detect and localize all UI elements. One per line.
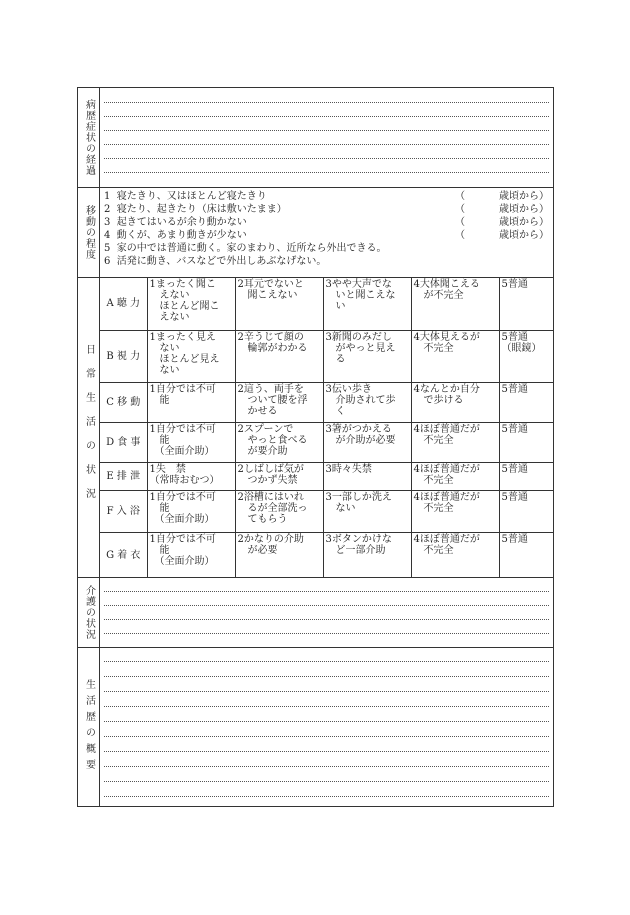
- mobility-options: [100, 188, 553, 277]
- table-row: [100, 490, 553, 532]
- history-section: [78, 88, 553, 188]
- category-cell: B 視 力: [100, 330, 147, 382]
- category-cell: D 食 事: [100, 422, 147, 462]
- level-cell[interactable]: 1失 禁 （常時おむつ）: [147, 462, 235, 490]
- mobility-item[interactable]: [104, 242, 549, 255]
- assessment-form: [77, 87, 554, 807]
- level-cell[interactable]: 3伝い歩き 介助されて歩 く: [323, 382, 411, 422]
- mobility-item-number: 4: [104, 230, 111, 241]
- writing-line: [104, 736, 549, 737]
- mobility-item-text: 活発に動き、バスなどで外出しあぶなげない。: [116, 256, 327, 267]
- level-cell[interactable]: 4ほぼ普通だが 不完全: [411, 490, 499, 532]
- level-cell[interactable]: 5普通: [499, 422, 553, 462]
- level-cell[interactable]: 5普通: [499, 532, 553, 578]
- writing-line: [104, 781, 549, 782]
- life-history-lines[interactable]: [100, 648, 553, 806]
- category-cell: G 着 衣: [100, 532, 147, 578]
- level-cell[interactable]: 2スプーンで やっと食べる が要介助: [235, 422, 323, 462]
- writing-line: [104, 796, 549, 797]
- table-row: [100, 462, 553, 490]
- level-cell[interactable]: 4なんとか自分 で歩ける: [411, 382, 499, 422]
- level-cell[interactable]: 3箸がつかえる が介助が必要: [323, 422, 411, 462]
- mobility-item-number: 5: [104, 243, 111, 254]
- daily-life-label: [78, 278, 100, 577]
- level-cell[interactable]: 1自分では不可 能 （全面介助）: [147, 532, 235, 578]
- writing-line: [104, 172, 549, 173]
- writing-line: [104, 676, 549, 677]
- mobility-label: [78, 188, 100, 277]
- writing-line: [104, 751, 549, 752]
- level-cell[interactable]: 5普通 （眼鏡）: [499, 330, 553, 382]
- age-since: 歳頃から）: [499, 204, 549, 215]
- mobility-item-text: 寝たり、起きたり（床は敷いたまま）: [116, 204, 287, 215]
- writing-line: [104, 721, 549, 722]
- mobility-item-text: 起きてはいるが余り動かない: [116, 217, 247, 228]
- mobility-label-text: 移動の程度: [83, 205, 95, 260]
- age-paren: （: [455, 191, 465, 202]
- writing-line: [104, 605, 549, 606]
- level-cell[interactable]: 2這う、両手を ついて腰を浮 かせる: [235, 382, 323, 422]
- table-row: [100, 278, 553, 330]
- category-cell: A 聴 力: [100, 278, 147, 330]
- level-cell[interactable]: 3ボタンかけな ど一部介助: [323, 532, 411, 578]
- history-label: [78, 88, 100, 187]
- daily-life-table: [100, 278, 553, 578]
- level-cell[interactable]: 1自分では不可 能 （全面介助）: [147, 422, 235, 462]
- level-cell[interactable]: 5普通: [499, 382, 553, 422]
- mobility-item[interactable]: [104, 203, 549, 216]
- mobility-item[interactable]: [104, 190, 549, 203]
- age-since: 歳頃から）: [499, 191, 549, 202]
- mobility-item-text: 動くが、あまり動きが少ない: [116, 230, 247, 241]
- care-lines[interactable]: [100, 578, 553, 647]
- mobility-item[interactable]: [104, 255, 549, 268]
- level-cell[interactable]: 2浴槽にはいれ るが全部洗っ てもらう: [235, 490, 323, 532]
- level-cell[interactable]: 3やや大声でな いと聞こえな い: [323, 278, 411, 330]
- level-cell[interactable]: 4大体見えるが 不完全: [411, 330, 499, 382]
- writing-line: [104, 619, 549, 620]
- level-cell[interactable]: 2辛うじて顔の 輪郭がわかる: [235, 330, 323, 382]
- level-cell[interactable]: 5普通: [499, 462, 553, 490]
- level-cell[interactable]: 2かなりの介助 が必要: [235, 532, 323, 578]
- table-row: [100, 422, 553, 462]
- care-section: [78, 578, 553, 648]
- mobility-item[interactable]: [104, 216, 549, 229]
- mobility-item-text: 家の中では普通に動く。家のまわり、近所なら外出できる。: [116, 243, 387, 254]
- level-cell[interactable]: 2耳元でないと 聞こえない: [235, 278, 323, 330]
- writing-line: [104, 158, 549, 159]
- category-cell: E 排 泄: [100, 462, 147, 490]
- category-cell: F 入 浴: [100, 490, 147, 532]
- life-history-label: [78, 648, 100, 806]
- care-label: [78, 578, 100, 647]
- level-cell[interactable]: 5普通: [499, 490, 553, 532]
- mobility-item-number: 2: [104, 204, 111, 215]
- level-cell[interactable]: 3新聞のみだし がやっと見え る: [323, 330, 411, 382]
- mobility-item-number: 3: [104, 217, 111, 228]
- life-history-section: [78, 648, 553, 806]
- writing-line: [104, 591, 549, 592]
- age-paren: （: [455, 204, 465, 215]
- age-since: 歳頃から）: [499, 217, 549, 228]
- mobility-item-text: 寝たきり、又はほとんど寝たきり: [116, 191, 267, 202]
- table-row: [100, 330, 553, 382]
- history-label-text: 病歴症状の経過: [83, 99, 95, 176]
- level-cell[interactable]: 3時々失禁: [323, 462, 411, 490]
- mobility-section: [78, 188, 553, 278]
- writing-line: [104, 691, 549, 692]
- mobility-item-number: 1: [104, 191, 111, 202]
- level-cell[interactable]: 1自分では不可 能: [147, 382, 235, 422]
- daily-life-section: [78, 278, 553, 578]
- level-cell[interactable]: 4大体聞こえる が不完全: [411, 278, 499, 330]
- age-paren: （: [455, 230, 465, 241]
- level-cell[interactable]: 1まったく聞こ えない ほとんど聞こ えない: [147, 278, 235, 330]
- writing-line: [104, 116, 549, 117]
- life-history-label-text: 生活歴の概要: [83, 679, 95, 775]
- daily-life-table-wrap: [100, 278, 553, 577]
- writing-line: [104, 144, 549, 145]
- history-lines[interactable]: [100, 88, 553, 187]
- level-cell[interactable]: 3一部しか洗え ない: [323, 490, 411, 532]
- level-cell[interactable]: 2しばしば気が つかず失禁: [235, 462, 323, 490]
- level-cell[interactable]: 5普通: [499, 278, 553, 330]
- age-paren: （: [455, 217, 465, 228]
- writing-line: [104, 706, 549, 707]
- mobility-item-number: 6: [104, 256, 111, 267]
- writing-line: [104, 633, 549, 634]
- category-cell: C 移 動: [100, 382, 147, 422]
- age-since: 歳頃から）: [499, 230, 549, 241]
- level-cell[interactable]: 1まったく見え ない ほとんど見え ない: [147, 330, 235, 382]
- level-cell[interactable]: 1自分では不可 能 （全面介助）: [147, 490, 235, 532]
- care-label-text: 介護の状況: [83, 585, 95, 640]
- writing-line: [104, 766, 549, 767]
- writing-line: [104, 661, 549, 662]
- daily-life-label-text: 日常生活の状況: [83, 343, 95, 512]
- table-row: [100, 532, 553, 578]
- level-cell[interactable]: 4ほぼ普通だが 不完全: [411, 462, 499, 490]
- level-cell[interactable]: 4ほぼ普通だが 不完全: [411, 532, 499, 578]
- level-cell[interactable]: 4ほぼ普通だが 不完全: [411, 422, 499, 462]
- writing-line: [104, 102, 549, 103]
- table-row: [100, 382, 553, 422]
- mobility-item[interactable]: [104, 229, 549, 242]
- writing-line: [104, 130, 549, 131]
